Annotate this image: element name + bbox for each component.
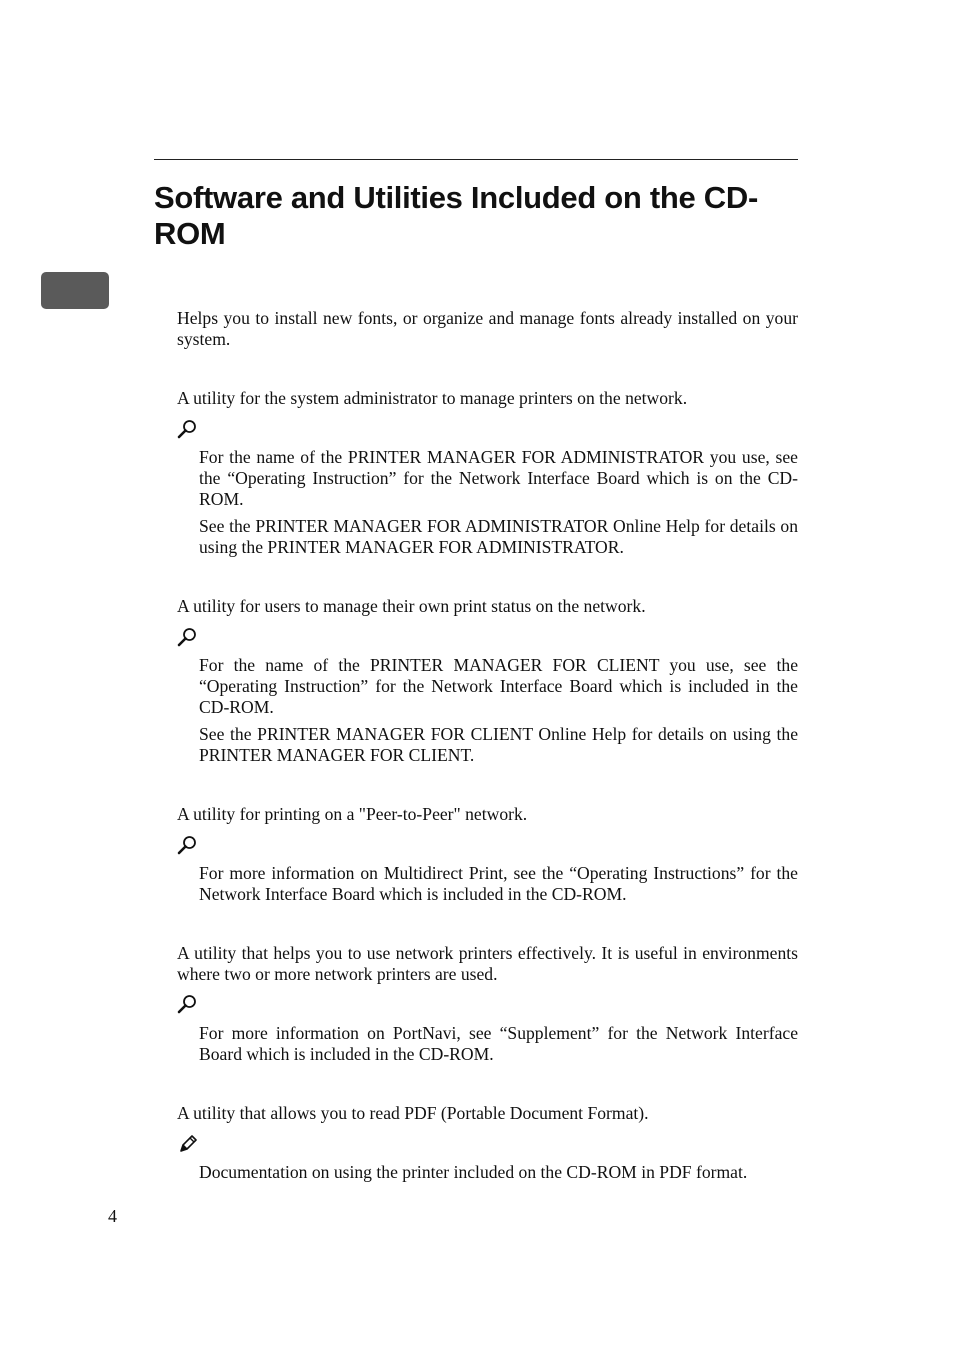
section-4-ref-note-1: For more information on Multidirect Print, see the “Operating Instructions” for the Network Interface Board which is included in the CD-ROM.: [199, 863, 798, 904]
magnifier-icon: [177, 418, 199, 440]
page-title: Software and Utilities Included on the CD-ROM: [154, 180, 758, 251]
page-number: 4: [108, 1206, 117, 1226]
section-2-ref-note-2: See the PRINTER MANAGER FOR ADMINISTRATOR Online Help for details on using the PRINTER MANAGER FOR ADMINISTRATOR.: [199, 516, 798, 557]
section-1-text: Helps you to install new fonts, or organize and manage fonts already installed on your system.: [177, 308, 798, 349]
section-3-ref-note-1: For the name of the PRINTER MANAGER FOR CLIENT you use, see the “Operating Instruction” for the Network Interface Board which is included in the CD-ROM.: [199, 655, 798, 717]
chapter-tab: [41, 272, 109, 309]
section-4-text: A utility for printing on a "Peer-to-Peer" network.: [177, 804, 528, 824]
pencil-icon: [177, 1133, 199, 1155]
magnifier-icon: [177, 626, 199, 648]
magnifier-icon: [177, 834, 199, 856]
section-6-text: A utility that allows you to read PDF (Portable Document Format).: [177, 1103, 649, 1123]
section-5-ref-note-1: For more information on PortNavi, see “Supplement” for the Network Interface Board which is included in the CD-ROM.: [199, 1023, 798, 1064]
title-rule: [154, 159, 798, 160]
section-3-text: A utility for users to manage their own print status on the network.: [177, 596, 646, 616]
section-6-note-1: Documentation on using the printer included on the CD-ROM in PDF format.: [199, 1162, 748, 1182]
section-5-text: A utility that helps you to use network printers effectively. It is useful in environments where two or more network printers are used.: [177, 943, 798, 984]
section-2-ref-note-1: For the name of the PRINTER MANAGER FOR ADMINISTRATOR you use, see the “Operating Instruction” for the Network Interface Board which is on the CD-ROM.: [199, 447, 798, 509]
section-2-text: A utility for the system administrator to manage printers on the network.: [177, 388, 688, 408]
magnifier-icon: [177, 993, 199, 1015]
section-3-ref-note-2: See the PRINTER MANAGER FOR CLIENT Online Help for details on using the PRINTER MANAGER FOR CLIENT.: [199, 724, 798, 765]
